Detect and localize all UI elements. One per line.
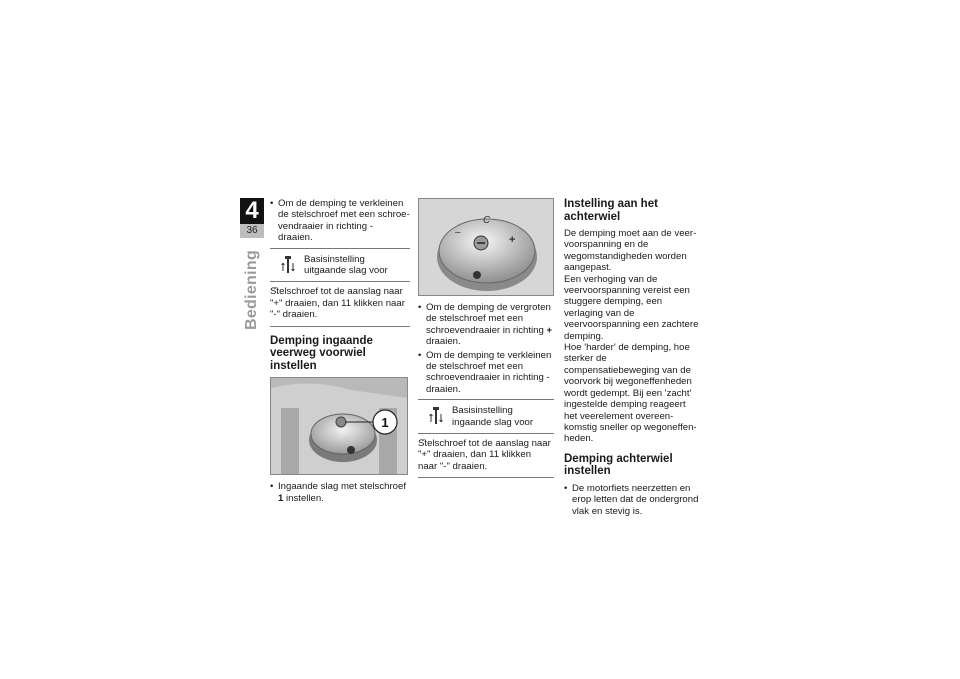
adjust-screw-icon	[428, 406, 444, 426]
list-item-text: Ingaande slag met stelschroef	[278, 481, 406, 493]
note-box	[270, 248, 410, 327]
list-item	[418, 302, 554, 348]
c-label: C	[483, 215, 491, 226]
adjuster-closeup-photo	[418, 198, 554, 296]
section-heading: Demping achterwiel instellen	[564, 452, 673, 478]
list-item-text: instellen.	[283, 492, 324, 504]
minus-label: –	[455, 227, 461, 238]
plus-label: +	[509, 234, 516, 246]
list-item-text: draaien.	[426, 336, 461, 348]
paragraph: Een verhoging van de veervoorspanning vereist een stuggere demping, een verlaging van de veervoorspanning een zachtere demping.	[564, 273, 699, 342]
chapter-number: 4	[240, 198, 264, 224]
note-header	[418, 400, 554, 434]
note-step: – Stelschroef tot de aanslag naar "+" draaien, dan 11 klikken naar "-" draaien.	[270, 282, 410, 325]
note-header	[270, 249, 410, 283]
fork-adjuster-illustration	[271, 378, 407, 474]
note-box	[418, 399, 554, 478]
column-2	[418, 198, 554, 484]
list-item: • Om de demping te verkleinen de stelschroef met een schroevendraaier in richting - draaien.	[418, 350, 554, 396]
plus-symbol: +	[546, 324, 553, 336]
chapter-title: Bediening	[243, 249, 260, 331]
section-heading: Instelling aan het achterwiel	[564, 198, 658, 223]
list-item	[270, 481, 410, 504]
adjust-screw-icon	[280, 255, 296, 275]
list-item-text: Om de demping de vergroten de stelschroef met een schroevendraaier in richting	[426, 302, 551, 336]
list-item: • De motorfiets neerzetten en erop letten dat de ondergrond vlak en stevig is.	[564, 483, 700, 517]
column-1	[270, 198, 410, 506]
section-heading: Demping ingaande veerweg voorwiel instellen	[270, 334, 373, 372]
paragraph: Hoe 'harder' de demping, hoe sterker de compensatiebeweging van de voorvork bij wegoneffenheden wordt gedempt. Bij een 'zacht' ingestelde demping reageert het veerelement overeenkomstig sneller op wegoneffenheden.	[564, 342, 697, 445]
paragraph: De demping moet aan de veervoorspanning en de wegomstandigheden worden aangepast.	[564, 228, 697, 274]
front-fork-photo	[270, 377, 408, 475]
callout-reference: 1	[278, 492, 284, 504]
note-step: – Stelschroef tot de aanslag naar "+" draaien, dan 11 klikken naar "-" draaien.	[418, 434, 554, 477]
photo-callout: 1	[381, 415, 389, 431]
damping-adjuster-illustration	[419, 199, 553, 295]
chapter-tab	[240, 198, 264, 238]
page-number: 36	[240, 224, 264, 238]
note-title: Basisinstelling ingaande slag voor	[452, 405, 534, 428]
note-title: Basisinstelling uitgaande slag voor	[304, 253, 388, 277]
column-3	[564, 198, 700, 519]
list-item: • Om de demping te verkleinen de stelschroef met een schroevendraaier in richting - draaien.	[270, 198, 410, 244]
